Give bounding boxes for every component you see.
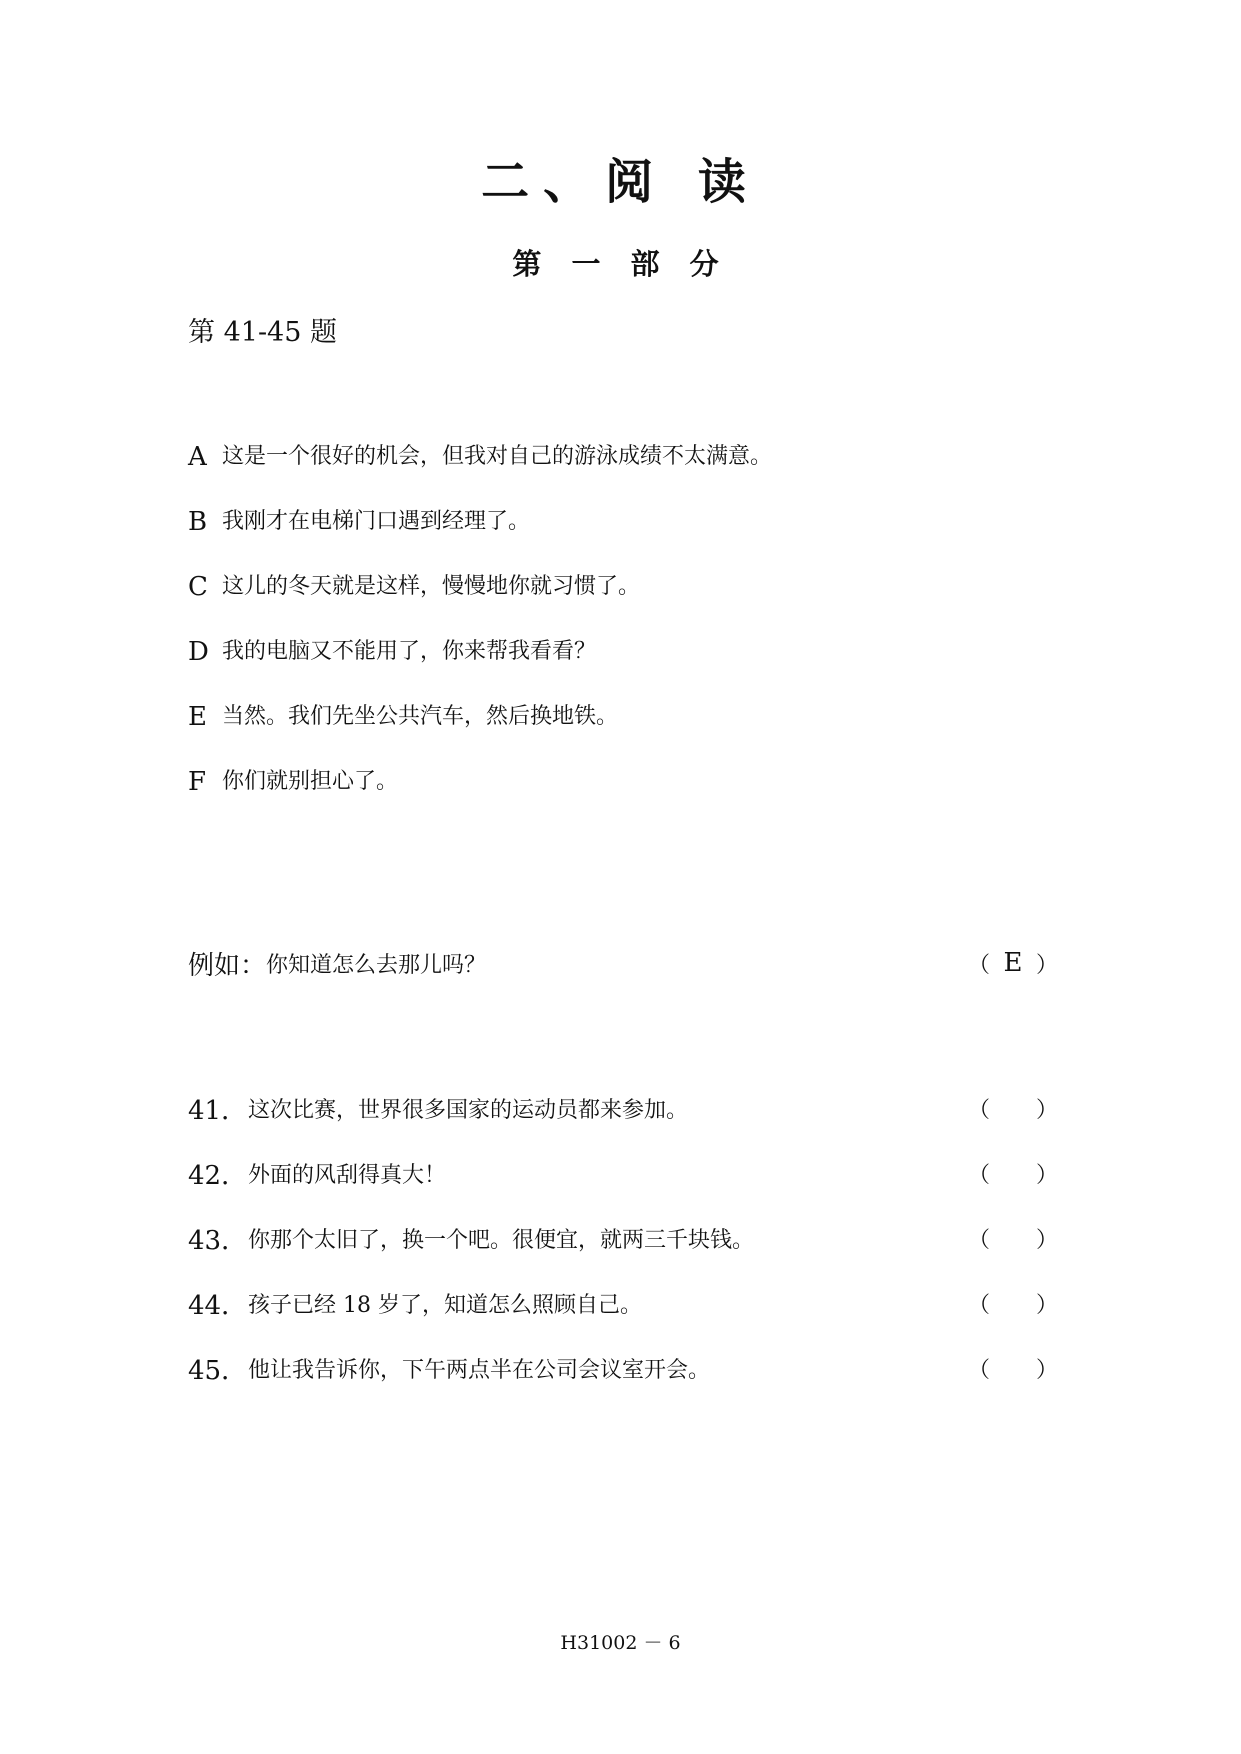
question-number: 45． bbox=[188, 1356, 248, 1386]
section-title: 第 一 部 分 bbox=[512, 247, 729, 281]
option-e bbox=[188, 684, 1088, 749]
option-text: 你们就别担心了。 bbox=[222, 768, 399, 794]
example-label: 例如： bbox=[188, 950, 267, 981]
paren-open: （ bbox=[968, 1163, 991, 1188]
option-letter: A bbox=[188, 441, 207, 472]
option-text: 这是一个很好的机会，但我对自己的游泳成绩不太满意。 bbox=[222, 443, 773, 469]
example-row bbox=[188, 943, 1058, 983]
paren-close: ） bbox=[1035, 1358, 1058, 1383]
option-text: 我的电脑又不能用了，你来帮我看看？ bbox=[222, 638, 597, 664]
option-a bbox=[188, 424, 1088, 489]
paren-open: （ bbox=[968, 1228, 991, 1253]
option-letter: F bbox=[188, 766, 207, 797]
example-text: 你知道怎么去那儿吗？ bbox=[266, 952, 487, 978]
option-letter: E bbox=[188, 701, 207, 732]
question-44 bbox=[188, 1271, 1058, 1336]
question-41 bbox=[188, 1076, 1058, 1141]
question-text: 孩子已经 18 岁了，知道怎么照顾自己。 bbox=[248, 1293, 642, 1318]
option-letter: C bbox=[188, 571, 208, 602]
example-answer: E bbox=[1003, 948, 1023, 978]
paren-open: （ bbox=[968, 1098, 991, 1123]
option-letter: D bbox=[188, 636, 209, 667]
paren-open: （ bbox=[968, 952, 991, 978]
question-list bbox=[188, 1076, 1058, 1401]
paren-close: ） bbox=[1035, 1163, 1058, 1188]
question-text: 外面的风刮得真大！ bbox=[248, 1163, 447, 1188]
question-range: 第 41-45 题 bbox=[188, 317, 338, 348]
paren-close: ） bbox=[1035, 1098, 1058, 1123]
question-number: 43． bbox=[188, 1226, 248, 1256]
question-43 bbox=[188, 1206, 1058, 1271]
paren-open: （ bbox=[968, 1358, 991, 1383]
option-c bbox=[188, 554, 1088, 619]
paren-open: （ bbox=[968, 1293, 991, 1318]
option-text: 我刚才在电梯门口遇到经理了。 bbox=[222, 508, 531, 534]
option-d bbox=[188, 619, 1088, 684]
question-number: 44． bbox=[188, 1291, 248, 1321]
option-f bbox=[188, 749, 1088, 814]
paren-close: ） bbox=[1035, 952, 1058, 978]
option-text: 这儿的冬天就是这样，慢慢地你就习惯了。 bbox=[222, 573, 641, 599]
question-number: 41． bbox=[188, 1096, 248, 1126]
option-text: 当然。我们先坐公共汽车，然后换地铁。 bbox=[222, 703, 619, 729]
answer-blank[interactable] bbox=[968, 1353, 1058, 1384]
option-b bbox=[188, 489, 1088, 554]
answer-blank[interactable] bbox=[968, 1223, 1058, 1254]
question-number: 42． bbox=[188, 1161, 248, 1191]
question-text: 你那个太旧了，换一个吧。很便宜，就两三千块钱。 bbox=[248, 1228, 755, 1253]
question-text: 他让我告诉你，下午两点半在公司会议室开会。 bbox=[248, 1358, 711, 1383]
page-title: 二、阅 读 bbox=[481, 154, 760, 210]
question-42 bbox=[188, 1141, 1058, 1206]
question-text: 这次比赛，世界很多国家的运动员都来参加。 bbox=[248, 1098, 689, 1123]
example-answer-slot bbox=[968, 948, 1058, 979]
option-list bbox=[188, 424, 1088, 814]
page-footer: H31002 － 6 bbox=[560, 1632, 681, 1654]
answer-blank[interactable] bbox=[968, 1093, 1058, 1124]
option-letter: B bbox=[188, 506, 208, 537]
question-45 bbox=[188, 1336, 1058, 1401]
paren-close: ） bbox=[1035, 1228, 1058, 1253]
paren-close: ） bbox=[1035, 1293, 1058, 1318]
answer-blank[interactable] bbox=[968, 1158, 1058, 1189]
answer-blank[interactable] bbox=[968, 1288, 1058, 1319]
